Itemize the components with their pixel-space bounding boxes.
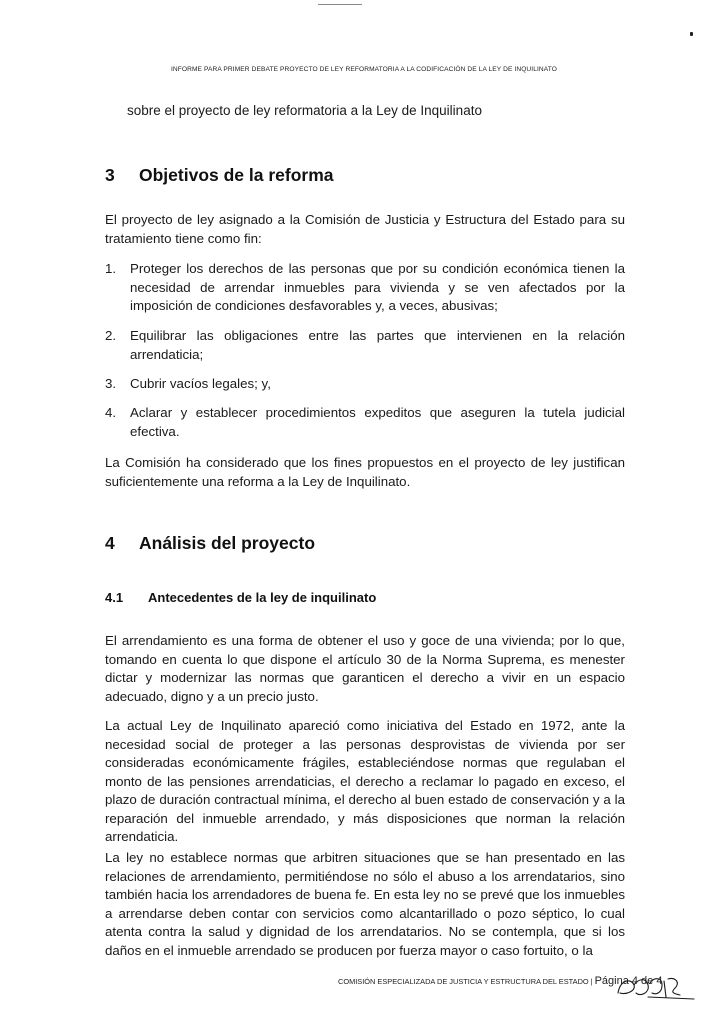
continuation-line: sobre el proyecto de ley reformatoria a la Ley de Inquilinato xyxy=(127,103,482,118)
subsection-number: 4.1 xyxy=(105,590,124,605)
section-3-intro: El proyecto de ley asignado a la Comisión de Justicia y Estructura del Estado para su tratamiento tiene como fin: xyxy=(105,212,625,246)
footer-page-number: Página 4 de 4 xyxy=(594,975,663,987)
list-text: Aclarar y establecer procedimientos expeditos que aseguren la tutela judicial efectiva. xyxy=(130,405,625,439)
list-number: 1. xyxy=(105,261,117,276)
objective-item-4 xyxy=(105,404,625,441)
list-number: 3. xyxy=(105,376,117,391)
top-rule xyxy=(318,4,362,5)
section-4-title: Análisis del proyecto xyxy=(139,533,316,553)
section-3-heading xyxy=(105,165,334,186)
list-text: Cubrir vacíos legales; y, xyxy=(130,376,271,391)
section-3-title: Objetivos de la reforma xyxy=(139,165,334,185)
section-3-number: 3 xyxy=(105,165,115,185)
list-text: Proteger los derechos de las personas que por su condición económica tienen la necesidad de arrendar inmuebles para vivienda y se ven afectados por la imposición de condiciones desfavorables y, a veces, abusivas; xyxy=(130,261,625,313)
subsection-title: Antecedentes de la ley de inquilinato xyxy=(148,590,377,605)
objective-item-1 xyxy=(105,260,625,316)
list-text: Equilibrar las obligaciones entre las partes que intervienen en la relación arrendaticia; xyxy=(130,328,625,362)
footer-commission: COMISIÓN ESPECIALIZADA DE JUSTICIA Y ESTRUCTURA DEL ESTADO xyxy=(338,977,589,986)
paragraph-antecedentes-1: El arrendamiento es una forma de obtener el uso y goce de una vivienda; por lo que, tomando en cuenta lo que dispone el artículo 30 de la Norma Suprema, es menester dictar y modernizar las normas que garanticen el derecho a vivir en un espacio adecuado, digno y a un precio justo. xyxy=(105,633,625,704)
section-4-heading xyxy=(105,533,315,554)
list-number: 2. xyxy=(105,328,117,343)
paragraph-antecedentes-3: La ley no establece normas que arbitren situaciones que se han presentado en las relaciones de arrendamiento, permitiéndose no sólo el abuso a los arrendatarios, sino también hacia los arrendadores de buena fe. En esta ley no se prevé que los inmuebles a arrendarse deben contar con servicios como alcantarillado o pozo séptico, lo cual atenta contra la salud y dignidad de los arrendatarios. No se contempla, que si los daños en el inmueble arrendado se producen por fuerza mayor o caso fortuito, o la xyxy=(105,850,625,958)
scan-speck xyxy=(690,32,693,36)
section-4-number: 4 xyxy=(105,533,115,553)
objective-item-2 xyxy=(105,327,625,364)
running-header: INFORME PARA PRIMER DEBATE PROYECTO DE LEY REFORMATORIA A LA CODIFICACIÓN DE LA LEY DE INQUILINATO xyxy=(170,66,558,73)
subsection-4-1-heading xyxy=(105,590,376,605)
section-3-closing: La Comisión ha considerado que los fines propuestos en el proyecto de ley justifican suficientemente una reforma a la Ley de Inquilinato. xyxy=(105,455,625,489)
handwritten-signature xyxy=(590,963,700,1013)
paragraph-antecedentes-2: La actual Ley de Inquilinato apareció como iniciativa del Estado en 1972, ante la necesidad social de proteger a las personas desprovistas de vivienda por ser consideradas económicamente frágiles, estableciéndose normas que regulaban el monto de las pensiones arrendaticias, el derecho a reclamar lo pagado en exceso, el plazo de duración contractual mínima, el derecho al buen estado de conservación y a la reparación del inmueble arrendado, y más disposiciones que norman la relación arrendaticia. xyxy=(105,718,625,844)
list-number: 4. xyxy=(105,405,117,420)
objective-item-3 xyxy=(105,375,625,394)
footer-separator: | xyxy=(590,977,593,986)
